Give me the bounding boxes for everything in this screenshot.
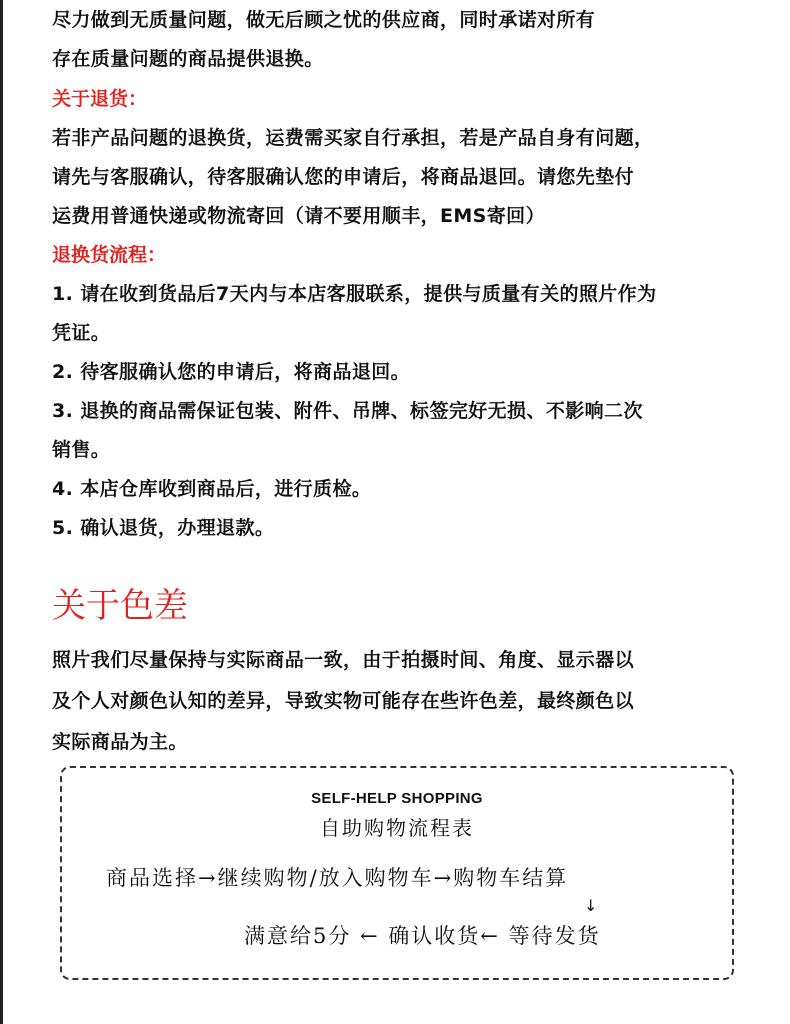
intro-section — [52, 1, 762, 79]
returns-heading: 关于退货： — [52, 88, 148, 110]
self-help-shopping-box — [60, 766, 734, 980]
left-border-rule — [0, 0, 3, 1024]
color-diff-line: 及个人对颜色认知的差异，导致实物可能存在些许色差，最终颜色以 — [52, 690, 635, 712]
shopping-flow-row-2: 满意给5分 ← 确认收货← 等待发货 — [244, 924, 601, 948]
process-step-line: 4. 本店仓库收到商品后，进行质检。 — [52, 478, 372, 500]
returns-line: 请先与客服确认，待客服确认您的申请后，将商品退回。请您先垫付 — [52, 166, 635, 188]
process-step-line: 凭证。 — [52, 322, 111, 344]
self-help-title-en: SELF-HELP SHOPPING — [311, 790, 483, 807]
intro-line: 存在质量问题的商品提供退换。 — [52, 48, 324, 70]
intro-line: 尽力做到无质量问题，做无后顾之忧的供应商，同时承诺对所有 — [52, 9, 596, 31]
process-heading: 退换货流程： — [52, 244, 167, 266]
shopping-flow-row-1: 商品选择→继续购物/放入购物车→购物车结算 — [106, 866, 569, 890]
process-step-line: 销售。 — [52, 439, 111, 461]
color-diff-section — [52, 640, 762, 763]
process-step-line: 2. 待客服确认您的申请后，将商品退回。 — [52, 361, 411, 383]
process-section — [52, 236, 762, 548]
down-arrow-icon: ↓ — [584, 896, 598, 915]
color-diff-line: 照片我们尽量保持与实际商品一致，由于拍摄时间、角度、显示器以 — [52, 649, 635, 671]
returns-line: 运费用普通快递或物流寄回（请不要用顺丰，EMS寄回） — [52, 205, 545, 227]
process-step-line: 5. 确认退货，办理退款。 — [52, 517, 275, 539]
self-help-title-cn: 自助购物流程表 — [320, 816, 474, 840]
color-diff-line: 实际商品为主。 — [52, 731, 188, 753]
process-step-line: 1. 请在收到货品后7天内与本店客服联系，提供与质量有关的照片作为 — [52, 283, 657, 305]
process-step-line: 3. 退换的商品需保证包装、附件、吊牌、标签完好无损、不影响二次 — [52, 400, 643, 422]
returns-line: 若非产品问题的退换货，运费需买家自行承担，若是产品自身有问题， — [52, 127, 654, 149]
color-diff-title: 关于色差 — [52, 586, 188, 626]
returns-section — [52, 80, 762, 236]
